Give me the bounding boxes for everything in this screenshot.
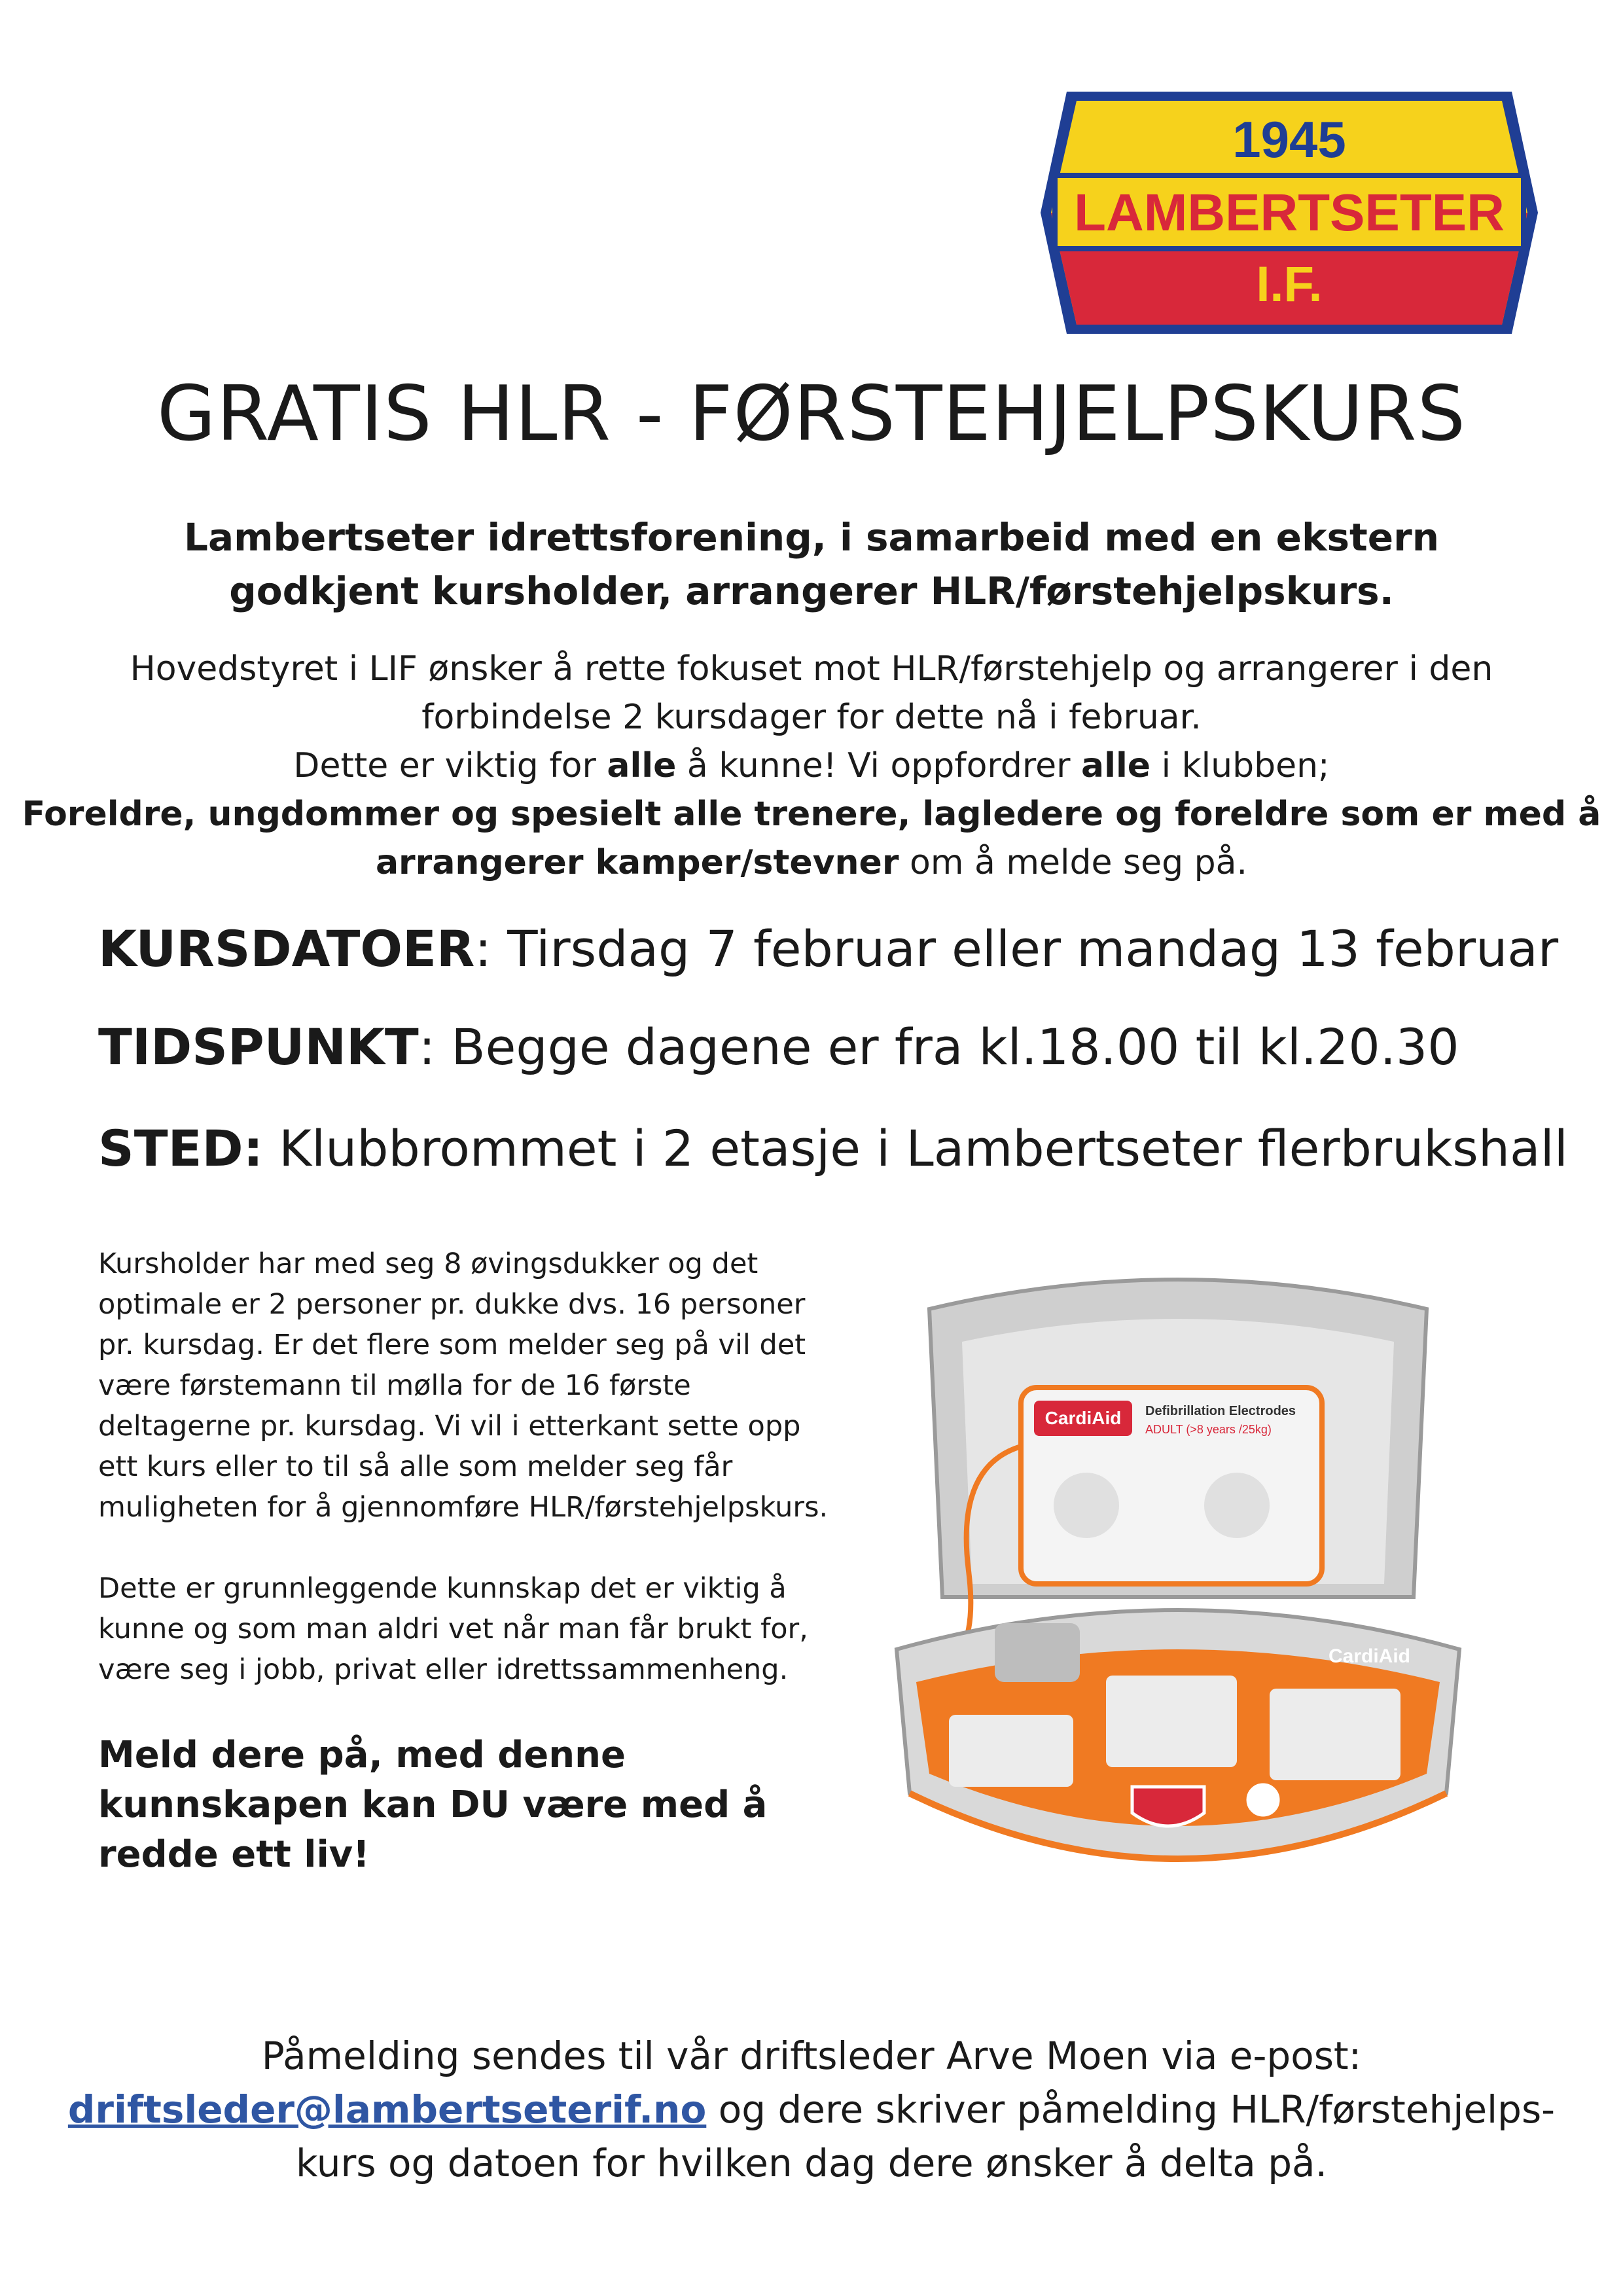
course-time-value: : Begge dagene er fra kl.18.00 til kl.20.30 bbox=[418, 1018, 1459, 1076]
intro-line-5 bbox=[0, 838, 1623, 887]
intro-line-3-c: å kunne! Vi oppfordrer bbox=[676, 746, 1082, 785]
subtitle-line-1: Lambertseter idrettsforening, i samarbeid med en ekstern bbox=[183, 515, 1440, 560]
footer-line-2-rest: og dere skriver påmelding HLR/førstehjelps- bbox=[706, 2087, 1556, 2132]
aed-brand-text: CardiAid bbox=[1329, 1645, 1411, 1667]
club-logo bbox=[1041, 92, 1538, 334]
course-place-value: Klubbrommet i 2 etasje i Lambertseter flerbrukshall bbox=[262, 1119, 1568, 1177]
body-paragraph-2: Dette er grunnleggende kunnskap det er viktig å kunne og som man aldri vet når man får brukt for, være seg i jobb, privat eller idrettssammenheng. bbox=[98, 1572, 808, 1686]
intro-line-4: Foreldre, ungdommer og spesielt alle trenere, lagledere og foreldre som er med å bbox=[22, 795, 1601, 834]
intro-line-3-a: Dette er viktig for bbox=[293, 746, 607, 785]
intro-emphasis-alle-1: alle bbox=[607, 746, 677, 785]
registration-info bbox=[0, 2029, 1623, 2190]
logo-abbr: I.F. bbox=[1256, 257, 1323, 312]
intro-emphasis-alle-2: alle bbox=[1081, 746, 1151, 785]
footer-line-3: kurs og datoen for hvilken dag dere ønsker å delta på. bbox=[295, 2141, 1328, 2185]
course-time-row bbox=[98, 1018, 1459, 1076]
call-to-action: Meld dere på, med denne kunnskapen kan DU være med å redde ett liv! bbox=[98, 1734, 768, 1876]
footer-line-2 bbox=[0, 2083, 1623, 2136]
aed-instruction-panel-1 bbox=[949, 1715, 1073, 1787]
course-place-label: STED: bbox=[98, 1119, 263, 1177]
logo-year: 1945 bbox=[1232, 111, 1346, 168]
footer-line-1: Påmelding sendes til vår driftsleder Arve Moen via e-post: bbox=[261, 2034, 1362, 2078]
course-dates-label: KURSDATOER bbox=[98, 920, 475, 978]
course-time-label: TIDSPUNKT bbox=[98, 1018, 419, 1076]
course-dates-row bbox=[98, 920, 1558, 978]
body-paragraph-1: Kursholder har med seg 8 øvingsdukker og det optimale er 2 personer pr. dukke dvs. 16 personer pr. kursdag. Er det flere som melder seg på vil det være førstemann til mølla for de 16 første deltagerne pr. kursdag. Vi vil i etterkant sette opp ett kurs eller to til så alle som melder seg får muligheten for å gjennomføre HLR/førstehjelpskurs. bbox=[98, 1247, 829, 1524]
pad-brand-text: CardiAid bbox=[1044, 1408, 1122, 1428]
aed-device-image bbox=[870, 1230, 1486, 1924]
intro-line-1: Hovedstyret i LIF ønsker å rette fokuset mot HLR/førstehjelp og arrangerer i den bbox=[130, 649, 1493, 689]
pad-label-text: Defibrillation Electrodes bbox=[1145, 1404, 1296, 1418]
pad-figure-2 bbox=[1204, 1473, 1270, 1538]
aed-instruction-panel-2 bbox=[1106, 1676, 1237, 1767]
email-link[interactable]: driftsleder@lambertseterif.no bbox=[67, 2087, 707, 2132]
logo-name: LAMBERTSETER bbox=[1074, 183, 1505, 242]
shock-button bbox=[1132, 1787, 1204, 1826]
intro-line-2: forbindelse 2 kursdager for dette nå i februar. bbox=[421, 698, 1202, 737]
aed-speaker bbox=[995, 1623, 1080, 1682]
page-title: GRATIS HLR - FØRSTEHJELPSKURS bbox=[156, 370, 1467, 458]
intro-line-3 bbox=[0, 742, 1623, 790]
info-button bbox=[1245, 1782, 1281, 1818]
intro-paragraph bbox=[0, 645, 1623, 887]
aed-instruction-panel-3 bbox=[1270, 1689, 1400, 1780]
pad-sub-text: ADULT (>8 years /25kg) bbox=[1145, 1423, 1272, 1436]
intro-line-5-a: arrangerer kamper/stevner bbox=[375, 843, 899, 882]
intro-line-5-b: om å melde seg på. bbox=[899, 843, 1248, 882]
subtitle bbox=[0, 511, 1623, 618]
subtitle-line-2: godkjent kursholder, arrangerer HLR/førstehjelpskurs. bbox=[229, 569, 1394, 613]
intro-line-3-e: i klubben; bbox=[1150, 746, 1330, 785]
pad-figure-1 bbox=[1054, 1473, 1119, 1538]
course-dates-value: : Tirsdag 7 februar eller mandag 13 februar bbox=[474, 920, 1559, 978]
course-place-row bbox=[98, 1119, 1568, 1177]
body-text bbox=[98, 1244, 844, 1920]
